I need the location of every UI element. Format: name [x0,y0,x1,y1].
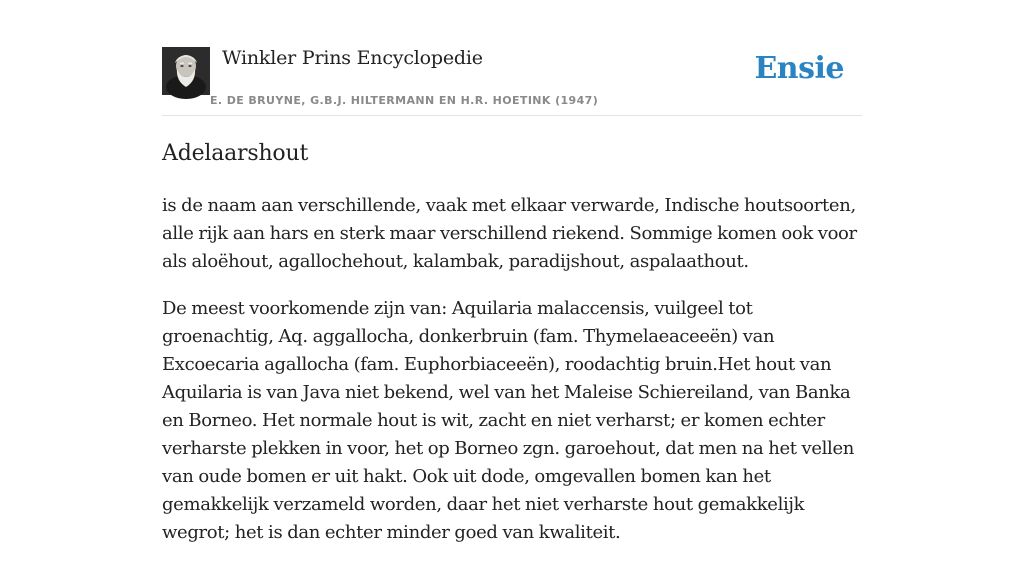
author-avatar[interactable] [162,47,210,95]
article-paragraph: is de naam aan verschillende, vaak met elkaar verwarde, Indische houtsoorten, alle rijk aan hars en sterk maar verschillend riekend. Sommige komen ook voor als aloëhout, agallochehout, kalambak, paradijshout, aspalaathout. [162,195,857,272]
page-container [162,0,862,543]
article-title: Adelaarshout [162,141,309,166]
source-authors: E. DE BRUYNE, G.B.J. HILTERMANN EN H.R. HOETINK (1947) [210,94,599,107]
article-body [162,192,862,566]
bearded-man-portrait-icon [162,47,210,95]
source-title[interactable]: Winkler Prins Encyclopedie [222,47,483,69]
source-header [162,0,862,116]
ensie-logo[interactable]: Ensie [754,51,844,86]
article-paragraph: De meest voorkomende zijn van: Aquilaria malaccensis, vuilgeel tot groenachtig, Aq. aggallocha, donkerbruin (fam. Thymelaeaceeën) van Excoecaria agallocha (fam. Euphorbiaceeën), roodachtig bruin.Het hout van Aquilaria is van Java niet bekend, wel van het Maleise Schiereiland, van Banka en Borneo. Het normale hout is wit, zacht en niet verharst; er komen echter verharste plekken in voor, het op Borneo zgn. garoehout, dat men na het vellen van oude bomen er uit hakt. Ook uit dode, omgevallen bomen kan het gemakkelijk verzameld worden, daar het niet verharste hout gemakkelijk wegrot; het is dan echter minder goed van kwaliteit. [162,298,855,543]
